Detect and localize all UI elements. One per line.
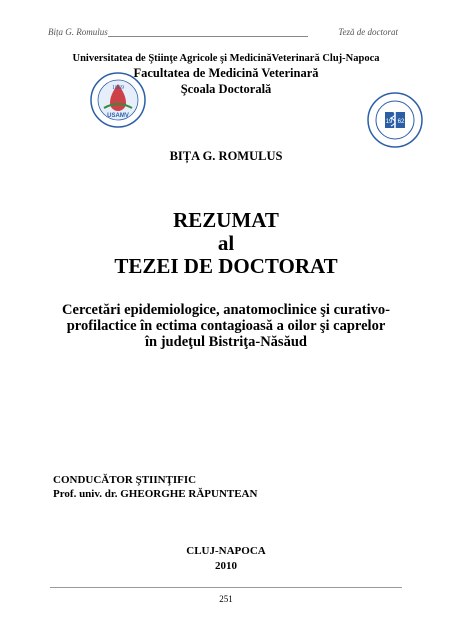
faculty-name: Facultatea de Medicină Veterinară — [133, 66, 319, 80]
thesis-subtitle — [0, 302, 452, 350]
author-name: BIȚA G. ROMULUS — [169, 149, 283, 163]
header-doc-type: Teză de doctorat — [338, 27, 398, 37]
doctoral-school: Şcoala Doctorală — [180, 82, 272, 96]
subtitle-line-1: Cercetări epidemiologice, anatomoclinice şi curativo- — [62, 302, 390, 318]
supervisor-label: CONDUCĂTOR ŞTIINŢIFIC — [53, 474, 197, 486]
university-name: Universitatea de Ştiinţe Agricole şi MedicinăVeterinară Cluj-Napoca — [72, 53, 380, 64]
subtitle-line-2: profilactice în ectima contagioasă a oilor şi caprelor — [66, 318, 386, 334]
faculty-logo — [367, 92, 423, 148]
title-line-3: TEZEI DE DOCTORAT — [114, 254, 338, 278]
subtitle-line-3: în judeţul Bistriţa-Năsăud — [145, 334, 307, 350]
supervisor-name: Prof. univ. dr. GHEORGHE RĂPUNTEAN — [53, 488, 258, 500]
footer-rule — [50, 587, 402, 588]
right-logo-year-b: 62 — [397, 119, 405, 125]
right-logo-year-a: 19 — [385, 119, 393, 125]
header-rule — [108, 36, 308, 37]
title-line-1: REZUMAT — [173, 208, 279, 232]
left-logo-text: USAMV — [107, 113, 129, 119]
year: 2010 — [215, 560, 237, 572]
left-logo-year: 1869 — [112, 85, 124, 91]
place: CLUJ-NAPOCA — [186, 545, 266, 557]
header-author: Bița G. Romulus — [48, 27, 108, 37]
title-line-2: al — [217, 231, 235, 255]
page-number: 251 — [219, 594, 233, 604]
